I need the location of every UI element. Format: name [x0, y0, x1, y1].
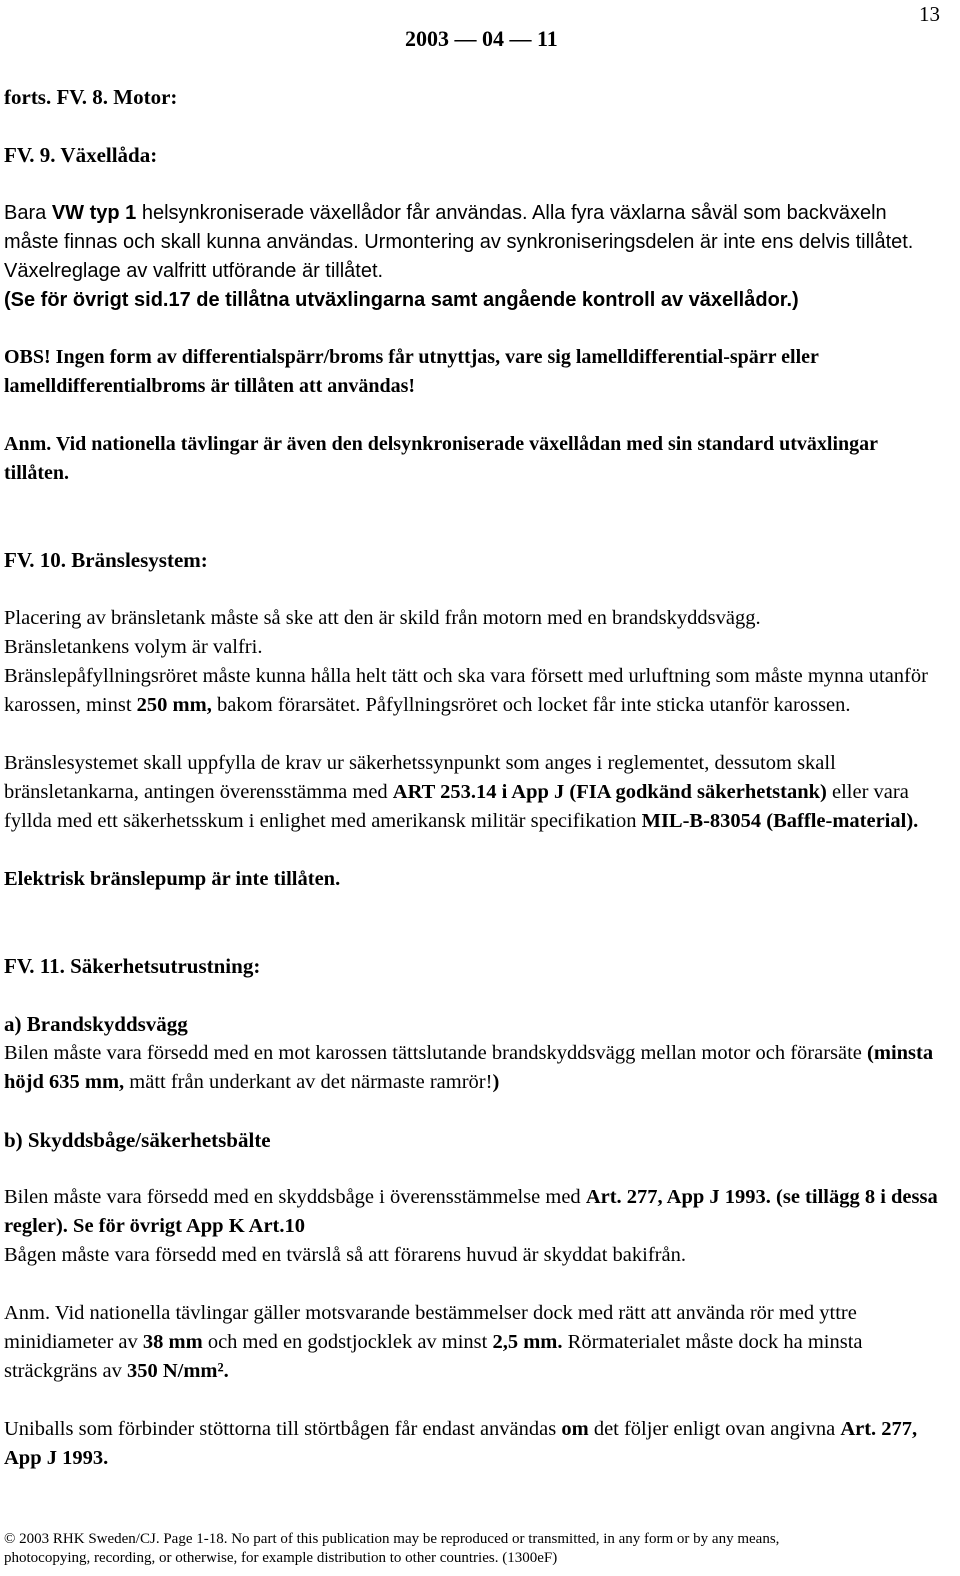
text-run-bold: (Se för övrigt sid.17 de tillåtna utväxlingarna samt angående kontroll av växellådor.)	[4, 289, 799, 311]
text-run: mätt från underkant av det närmaste ramrör!	[124, 1071, 493, 1093]
section-fv11-title: FV. 11. Säkerhetsutrustning:	[4, 954, 261, 978]
text-run-bold: Art. 277, App J 1993. (se tillägg 8 i dessa regler). Se för övrigt App K Art.10	[4, 1186, 938, 1237]
fv10-paragraph-4	[4, 749, 939, 836]
fv11-subsection-a-title: a) Brandskyddsvägg	[4, 1012, 188, 1036]
text-run-bold: 250 mm,	[136, 694, 212, 716]
fv11-subsection-a-text	[4, 1039, 934, 1097]
text-run: Rörmaterialet måste dock ha minsta sträckgräns av	[4, 1331, 863, 1382]
text-run: eller vara fyllda med ett säkerhetsskum i enlighet med amerikansk militär specifikation	[4, 781, 909, 832]
text-run-bold: MIL-B-83054 (Baffle-material).	[641, 810, 919, 832]
fv10-paragraph-2: Bränsletankens volym är valfri.	[4, 636, 263, 658]
section-fv9-title: FV. 9. Växellåda:	[4, 143, 158, 167]
text-run-bold: 350 N/mm².	[126, 1360, 229, 1382]
text-run: Bränslesystemet skall uppfylla de krav ur säkerhetssynpunkt som anges i reglementet, dessutom skall bränsletankarna, antingen överensstämma med	[4, 752, 836, 803]
text-run-bold: )	[492, 1071, 500, 1093]
text-run: och med en godstjocklek av minst	[202, 1331, 493, 1353]
text-run-bold: 38 mm	[142, 1331, 203, 1353]
text-run-bold: VW typ 1	[51, 202, 137, 224]
fv9-paragraph-1	[4, 199, 924, 315]
footer-copyright-line-2: photocopying, recording, or otherwise, for example distribution to other countries. (1300eF)	[4, 1550, 558, 1566]
fv10-paragraph-1: Placering av bränsletank måste så ske att den är skild från motorn med en brandskyddsvägg.	[4, 607, 761, 629]
fv11-subsection-b-title: b) Skyddsbåge/säkerhetsbälte	[4, 1128, 271, 1152]
fv9-anm-note: Anm. Vid nationella tävlingar är även den delsynkroniserade växellådan med sin standard utväxlingar tillåten.	[4, 433, 878, 484]
text-run: helsynkroniserade växellådor får användas. Alla fyra växlarna såväl som backväxeln måste finnas och skall kunna användas. Urmontering av synkroniseringsdelen är inte ens delvis tillåtet. Växelreglage av valfritt utförande är tillåtet.	[4, 202, 914, 282]
fv10-paragraph-3	[4, 662, 939, 720]
text-run: Bilen måste vara försedd med en skyddsbåge i överensstämmelse med	[4, 1186, 586, 1208]
fv10-paragraph-5: Elektrisk bränslepump är inte tillåten.	[4, 868, 341, 890]
document-date: 2003 — 04 — 11	[405, 26, 558, 51]
text-run-bold: om	[561, 1418, 589, 1440]
fv9-obs-note: OBS! Ingen form av differentialspärr/broms får utnyttjas, vare sig lamelldifferential-spärr eller lamelldifferentialbroms är tillåten att användas!	[4, 346, 819, 397]
text-run: Bränslepåfyllningsröret måste kunna hålla helt tätt och ska vara försett med urluftning som måste mynna utanför karossen, minst	[4, 665, 928, 716]
text-run: bakom förarsätet. Påfyllningsröret och locket får inte sticka utanför karossen.	[211, 694, 851, 716]
text-run-bold: ART 253.14 i App J (FIA godkänd säkerhetstank)	[392, 781, 827, 803]
text-run: Bilen måste vara försedd med en mot karossen tättslutande brandskyddsvägg mellan motor och förarsäte	[4, 1042, 868, 1064]
text-run-bold: 2,5 mm.	[492, 1331, 563, 1353]
fv11-uniballs-paragraph	[4, 1415, 949, 1473]
text-run: Anm. Vid nationella tävlingar gäller motsvarande bestämmelser dock med rätt att använda rör med yttre minidiameter av	[4, 1302, 857, 1353]
text-run-bold: (minsta höjd 635 mm,	[4, 1042, 934, 1093]
section-fv8-title: forts. FV. 8. Motor:	[4, 85, 178, 109]
section-fv10-title: FV. 10. Bränslesystem:	[4, 548, 208, 572]
fv11-subsection-b-text-1	[4, 1183, 949, 1241]
fv11-anm-note	[4, 1299, 949, 1386]
text-run: det följer enligt ovan angivna	[588, 1418, 841, 1440]
text-run: Uniballs som förbinder stöttorna till störtbågen får endast användas	[4, 1418, 562, 1440]
footer-copyright-line-1: © 2003 RHK Sweden/CJ. Page 1-18. No part of this publication may be reproduced or transmitted, in any form or by any means,	[4, 1531, 780, 1547]
fv11-subsection-b-text-2: Bågen måste vara försedd med en tvärslå så att förarens huvud är skyddat bakifrån.	[4, 1244, 686, 1266]
page-number: 13	[919, 2, 940, 26]
text-run: Bara	[4, 202, 52, 224]
text-run-bold: Art. 277, App J 1993.	[4, 1418, 918, 1469]
